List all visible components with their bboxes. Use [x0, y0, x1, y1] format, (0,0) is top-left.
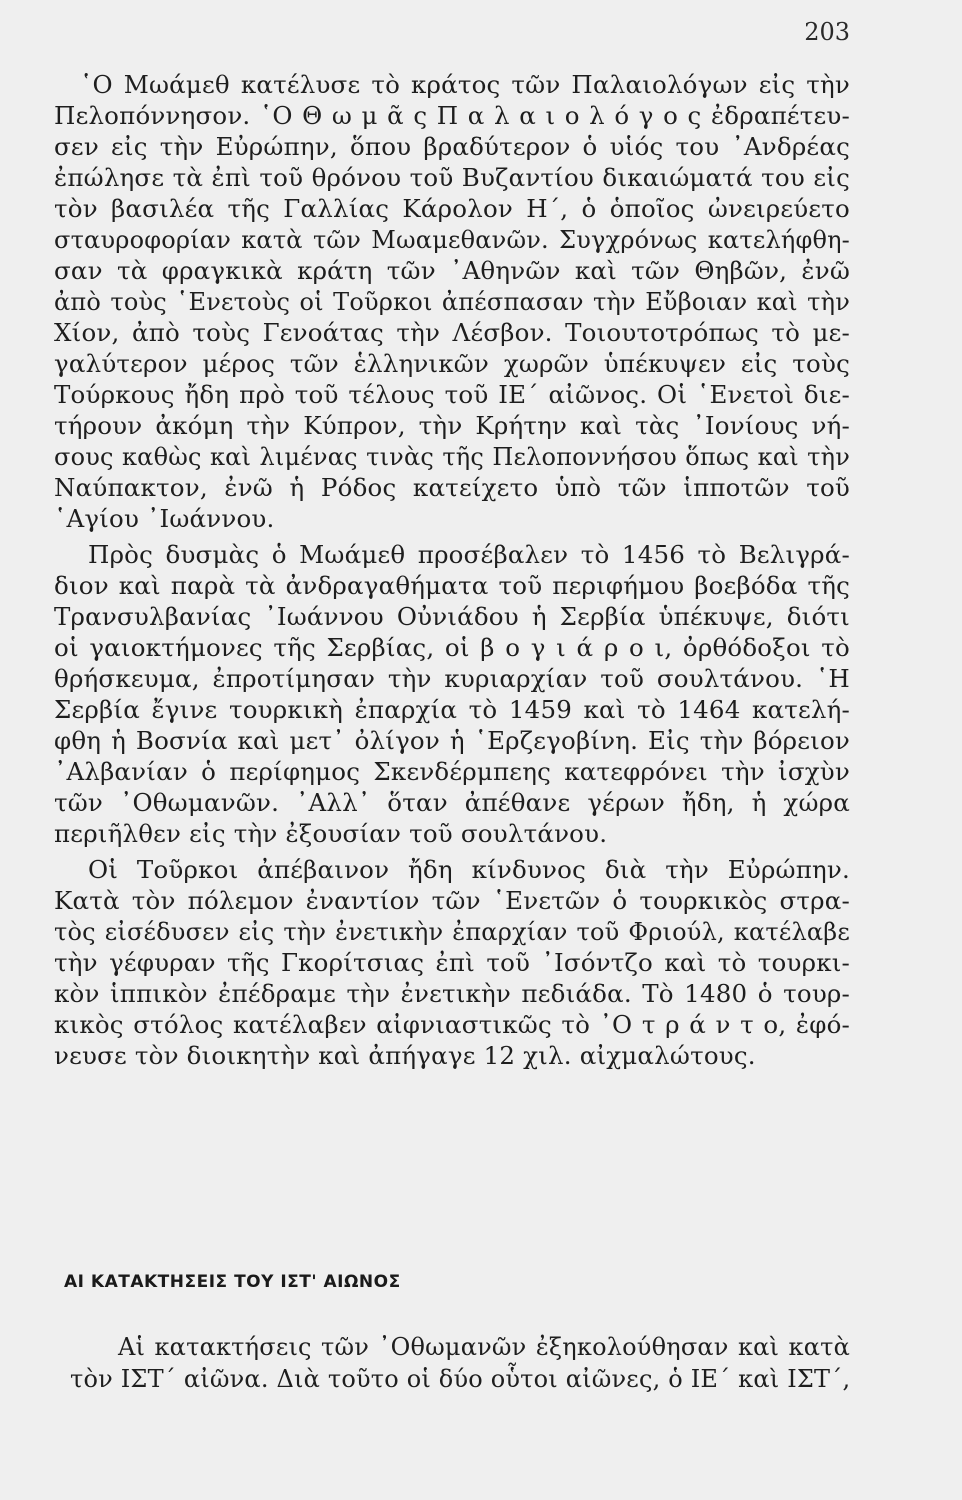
text-line: Πρὸς δυσμὰς ὁ Μωάμεθ προσέβαλεν τὸ 1456 τὸ Βελιγρά- [88, 540, 850, 569]
text-line: Ναύπακτον, ἐνῶ ἡ Ρόδος κατείχετο ὑπὸ τῶν ἱπποτῶν τοῦ [54, 473, 850, 502]
text-line: Χίον, ἀπὸ τοὺς Γενοάτας τὴν Λέσβον. Τοιουτοτρόπως τὸ με- [54, 318, 850, 347]
text-line: σεν εἰς τὴν Εὐρώπην, ὅπου βραδύτερον ὁ υἱός του ᾿Ανδρέας [54, 132, 850, 161]
text-line: περιῆλθεν εἰς τὴν ἐξουσίαν τοῦ σουλτάνου. [54, 819, 608, 848]
text-line: φθη ἡ Βοσνία καὶ μετ᾿ ὀλίγον ἡ ῾Ερζεγοβίνη. Εἰς τὴν βόρειον [54, 726, 850, 755]
text-line: σαν τὰ φραγκικὰ κράτη τῶν ᾿Αθηνῶν καὶ τῶν Θηβῶν, ἐνῶ [54, 256, 850, 285]
text-line: τὴν γέφυραν τῆς Γκορίτσιας ἐπὶ τοῦ ᾿Ισόντζο καὶ τὸ τουρκι- [54, 948, 850, 977]
text-line: τήρουν ἀκόμη τὴν Κύπρον, τὴν Κρήτην καὶ τὰς ᾿Ιονίους νή- [54, 411, 850, 440]
page-number: 203 [804, 18, 850, 46]
text-line: τὸν βασιλέα τῆς Γαλλίας Κάρολον Η΄, ὁ ὁποῖος ὠνειρεύετο [54, 194, 850, 223]
text-line: οἱ γαιοκτήμονες τῆς Σερβίας, οἱ β ο γ ι ά ρ ο ι, ὀρθόδοξοι τὸ [54, 633, 850, 662]
text-line: σους καθὼς καὶ λιμένας τινὰς τῆς Πελοποννήσου ὅπως καὶ τὴν [54, 443, 850, 471]
text-line: Αἱ κατακτήσεις τῶν ᾿Οθωμανῶν ἐξηκολούθησαν καὶ κατὰ [118, 1333, 850, 1361]
text-line: ῾Αγίου ᾿Ιωάννου. [54, 504, 275, 533]
text-line: διον καὶ παρὰ τὰ ἀνδραγαθήματα τοῦ περιφήμου βοεβόδα τῆς [54, 571, 850, 600]
text-line: τὸς εἰσέδυσεν εἰς τὴν ἐνετικὴν ἐπαρχίαν τοῦ Φριούλ, κατέλαβε [54, 918, 850, 946]
text-line: ἐπώλησε τὰ ἐπὶ τοῦ θρόνου τοῦ Βυζαντίου δικαιώματά του εἰς [54, 163, 850, 192]
text-line: Οἱ Τοῦρκοι ἀπέβαινον ἤδη κίνδυνος διὰ τὴν Εὐρώπην. [88, 855, 850, 884]
text-line: γαλύτερον μέρος τῶν ἑλληνικῶν χωρῶν ὑπέκυψεν εἰς τοὺς [54, 349, 850, 378]
text-line: ῾Ο Μωάμεθ κατέλυσε τὸ κράτος τῶν Παλαιολόγων εἰς τὴν [80, 70, 850, 99]
text-line: Πελοπόννησον. ῾Ο Θ ω μ ᾶ ς Π α λ α ι ο λ ό γ ο ς ἐδραπέτευ- [54, 101, 850, 130]
text-line: ᾿Αλβανίαν ὁ περίφημος Σκενδέρμπεης κατεφρόνει τὴν ἰσχὺν [54, 757, 850, 786]
text-line: κὸν ἱππικὸν ἐπέδραμε τὴν ἐνετικὴν πεδιάδα. Τὸ 1480 ὁ τουρ- [54, 979, 850, 1008]
text-line: νευσε τὸν διοικητὴν καὶ ἀπήγαγε 12 χιλ. αἰχμαλώτους. [54, 1041, 756, 1070]
text-line: Κατὰ τὸν πόλεμον ἐναντίον τῶν ῾Ενετῶν ὁ τουρκικὸς στρα- [54, 886, 850, 915]
text-line: ἀπὸ τοὺς ῾Ενετοὺς οἱ Τοῦρκοι ἀπέσπασαν τὴν Εὔβοιαν καὶ τὴν [54, 288, 850, 316]
text-line: τὸν ΙΣΤ΄ αἰῶνα. Διὰ τοῦτο οἱ δύο οὗτοι αἰῶνες, ὁ ΙΕ΄ καὶ ΙΣΤ΄, [70, 1365, 851, 1393]
text-line: κικὸς στόλος κατέλαβεν αἰφνιαστικῶς τὸ ᾿Ο τ ρ ά ν τ ο, ἐφό- [54, 1010, 850, 1039]
section-heading: ΑΙ ΚΑΤΑΚΤΗΣΕΙΣ ΤΟΥ ΙΣΤ' ΑΙΩΝΟΣ [64, 1272, 401, 1292]
text-line: Σερβία ἔγινε τουρκικὴ ἐπαρχία τὸ 1459 καὶ τὸ 1464 κατελή- [54, 695, 850, 724]
text-line: τῶν ᾿Οθωμανῶν. ᾿Αλλ᾿ ὅταν ἀπέθανε γέρων ἤδη, ἡ χώρα [54, 788, 850, 817]
text-line: Τρανσυλβανίας ᾿Ιωάννου Οὐνιάδου ἡ Σερβία ὑπέκυψε, διότι [54, 602, 850, 631]
text-line: σταυροφορίαν κατὰ τῶν Μωαμεθανῶν. Συγχρόνως κατελήφθη- [54, 226, 850, 254]
text-line: θρήσκευμα, ἐπροτίμησαν τὴν κυριαρχίαν τοῦ σουλτάνου. ῾Η [54, 664, 850, 693]
text-line: Τούρκους ἤδη πρὸ τοῦ τέλους τοῦ ΙΕ΄ αἰῶνος. Οἱ ῾Ενετοὶ διε- [54, 380, 850, 409]
